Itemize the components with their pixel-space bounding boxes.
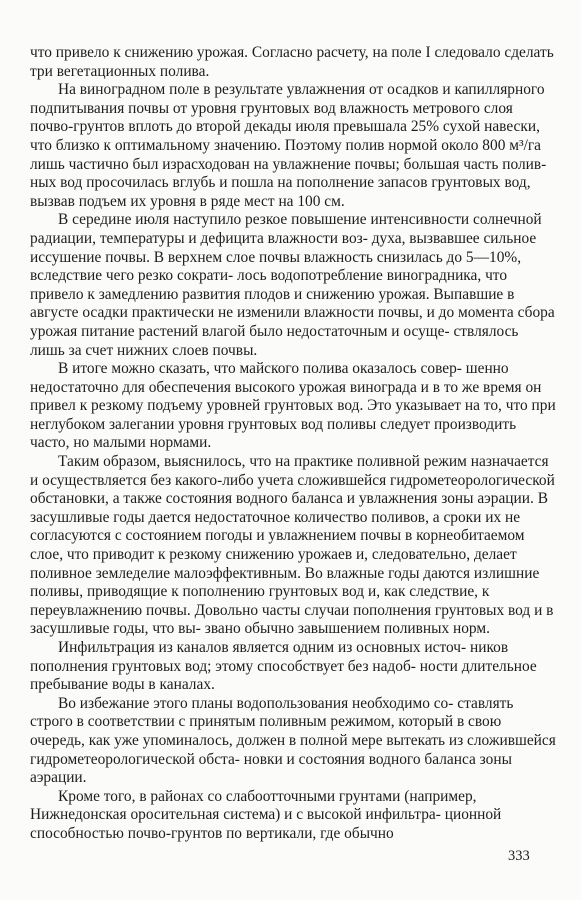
text-line: Нижнедонская оросительная система) и с высокой инфильтра- [30, 806, 441, 824]
text-line: грунтовых вод поливы следует производить часто, но малыми [30, 415, 517, 452]
text-line: значению. Поэтому полив нормой около 800 м³/га лишь частично [30, 136, 542, 173]
text-line: следовало сделать три вегетационных полива. [30, 44, 554, 80]
text-line: новки и состояния водного баланса зоны аэрации. [30, 750, 512, 787]
text-line: В итоге можно сказать, что майского полива оказалось совер- [58, 360, 462, 378]
text-line: ности длительное пребывание воды в каналах. [30, 657, 537, 694]
text-line: даются излишние поливы, приводящие к пополнению грунтовых [30, 564, 540, 601]
text-line: делает поливное земледелие малоэффективным. Во влажные годы [30, 546, 517, 582]
text-line: и в то же время он привел к резкому подъему уровней грунтовых [30, 378, 542, 415]
text-line: лось водопотребление виноградника, что привело к замедлению [30, 267, 508, 303]
text-line: который в свою очередь, как уже упоминалось, должен в полной [30, 713, 502, 749]
text-line: нормами. [149, 434, 212, 452]
text-line: Кроме того, в районах со слабоотточными грунтами (например, [58, 787, 477, 805]
text-line: ствлялось лишь за счет нижних слоев почвы. [30, 322, 519, 359]
body-text [30, 44, 556, 844]
text-line: Таким образом, выяснилось, что на практике поливной режим [58, 453, 467, 471]
text-line: что привело к снижению урожая. Согласно расчету, на поле I [30, 44, 431, 61]
text-line: ников пополнения грунтовых вод; этому способствует без надоб- [30, 639, 509, 675]
text-line: июля превышала 25% сухой навески, что близко к оптимальному [30, 118, 540, 154]
paragraph [30, 360, 556, 453]
text-line: вод. Это указывает на то, что при неглубоком залегании уровня [30, 397, 556, 433]
text-line: мере вытекать из сложившейся гидрометеорологической обста- [30, 731, 556, 768]
text-line: Во избежание этого планы водопользования необходимо со- [58, 694, 454, 712]
text-line: и капиллярного подпитывания почвы от уровня грунтовых вод [30, 81, 545, 117]
text-line: духа, вызвавшее сильное иссушение почвы. В верхнем слое почвы [30, 229, 537, 266]
paragraph [30, 44, 556, 81]
text-line: Инфильтрация из каналов является одним из основных источ- [58, 639, 467, 656]
text-line: назначается и осуществляется без какого-либо учета сложившейся [30, 453, 549, 489]
text-line: грунтовых вод, вызвав подъем их уровня в ряде мест на 100 см. [30, 174, 531, 210]
paragraph [30, 639, 556, 695]
text-line: На виноградном поле в результате увлажнения от осадков [58, 81, 439, 99]
text-line: ставлять строго в соответствии с принятым поливным режимом, [30, 694, 514, 731]
text-line: влажность метрового слоя почво-грунтов вплоть до второй декады [30, 99, 513, 136]
page-number: 333 [508, 848, 530, 864]
text-line: развития плодов и снижению урожая. Выпавшие в августе осадки [30, 285, 515, 322]
text-line: слое, что приводит к резкому снижению урожаев и, следовательно, [30, 546, 471, 564]
paragraph [30, 695, 556, 788]
paragraph [30, 211, 556, 360]
text-line: солнечной радиации, температуры и дефицита влажности воз- [30, 211, 542, 247]
text-line: звано обычно завышением поливных норм. [204, 620, 490, 638]
text-line: шенно недостаточно для обеспечения высокого урожая винограда [30, 360, 509, 396]
text-line: практически не изменили влажности почвы, и до момента сбора [131, 304, 555, 322]
text-line: недостаточное количество поливов, а сроки их не согласуются [30, 508, 521, 545]
text-line: случаи пополнения грунтовых вод и в засушливые годы, что вы- [30, 601, 554, 638]
text-line: вод и, как следствие, к переувлажнению почвы. Довольно часты [30, 583, 490, 619]
text-line: ционной способностью почво-грунтов по вертикали, где обычно [30, 806, 502, 842]
text-line: был израсходован на увлажнение почвы; большая часть полив- [132, 155, 547, 173]
text-line: урожая питание растений влагой было недостаточным и осуще- [30, 322, 450, 340]
text-line: ных вод просочилась вглубь и пошла на пополнение запасов [30, 174, 428, 192]
text-line: баланса и увлажнения зоны аэрации. В засушливые годы дается [30, 490, 548, 526]
text-line: влажность снизилась до 5—10%, вследствие чего резко сократи- [30, 248, 522, 285]
text-line: гидрометеорологической обстановки, а также состояния водного [30, 471, 555, 508]
text-line: с состоянием погоды и увлажнением почвы в корнеобитаемом [114, 527, 525, 545]
paragraph [30, 453, 556, 639]
text-line: В середине июля наступило резкое повышение интенсивности [58, 211, 470, 229]
paragraph [30, 81, 556, 211]
paragraph [30, 788, 556, 844]
